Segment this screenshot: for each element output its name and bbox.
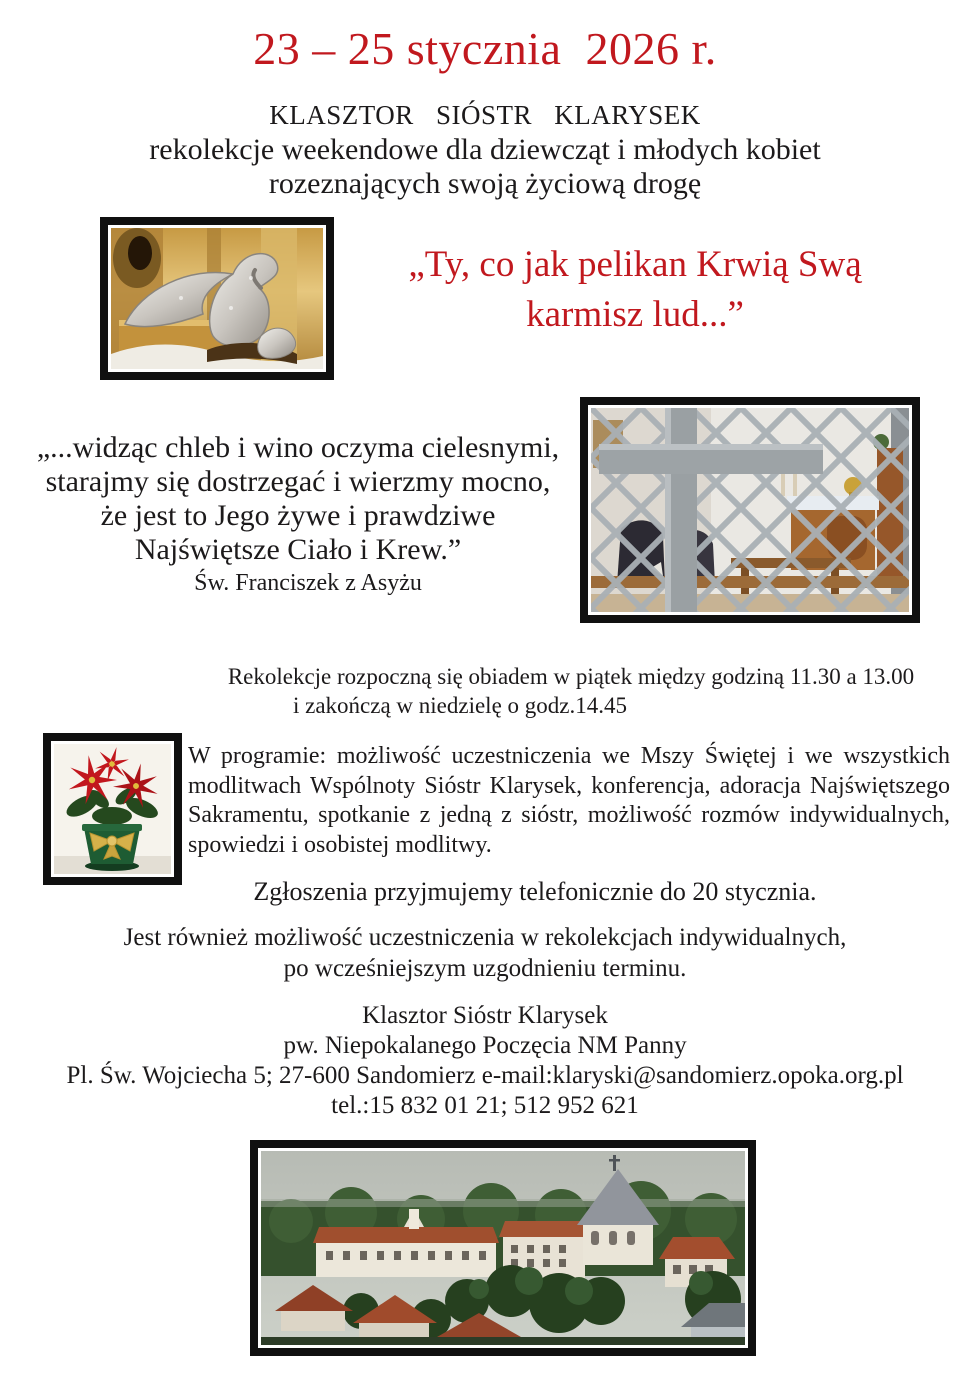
francis-quote-line: starajmy się dostrzegać i wierzmy mocno, bbox=[45, 465, 551, 498]
individual-note-line2: po wcześniejszym uzgodnieniu terminu. bbox=[283, 955, 687, 982]
organization-name: KLASZTOR SIÓSTR KLARYSEK bbox=[269, 100, 701, 130]
signup-note: Zgłoszenia przyjmujemy telefonicznie do 20 stycznia. bbox=[253, 877, 817, 906]
pelican-photo-frame bbox=[100, 217, 334, 380]
program-line: spowiedzi i osobistej modlitwy. bbox=[188, 831, 492, 858]
francis-quote-line: że jest to Jego żywe i prawdziwe bbox=[100, 499, 496, 532]
poinsettia-photo-frame bbox=[43, 733, 182, 885]
pelican-quote-line1: „Ty, co jak pelikan Krwią Swą bbox=[408, 244, 862, 285]
contact-dedication: pw. Niepokalanego Poczęcia NM Panny bbox=[283, 1032, 687, 1059]
poinsettia-photo bbox=[54, 744, 171, 874]
pelican-sculpture-photo bbox=[111, 228, 323, 369]
francis-attribution: Św. Franciszek z Asyżu bbox=[194, 570, 422, 596]
individual-retreat-note bbox=[5, 922, 965, 984]
date-title: 23 – 25 stycznia 2026 r. bbox=[253, 23, 717, 74]
subtitle-line1: rekolekcje weekendowe dla dziewcząt i młodych kobiet bbox=[149, 133, 821, 166]
francis-quote-line: „...widząc chleb i wino oczyma cielesnymi, bbox=[36, 431, 560, 464]
program-line: Sakramentu, spotkanie z jedną z sióstr, możliwość rozmów indywidualnych, bbox=[188, 802, 950, 828]
contact-name: Klasztor Sióstr Klarysek bbox=[362, 1002, 608, 1029]
schedule-line1: Rekolekcje rozpoczną się obiadem w piątek między godziną 11.30 a 13.00 bbox=[227, 664, 915, 689]
contact-address-email: Pl. Św. Wojciecha 5; 27-600 Sandomierz e-mail:klaryski@sandomierz.opoka.org.pl bbox=[66, 1062, 904, 1089]
schedule-line2: i zakończą w niedzielę o godz.14.45 bbox=[292, 693, 627, 718]
francis-quote bbox=[22, 431, 574, 567]
subtitle-line2: rozeznających swoją życiową drogę bbox=[268, 167, 702, 200]
individual-note-line1: Jest również możliwość uczestniczenia w rekolekcjach indywidualnych, bbox=[123, 924, 847, 951]
contact-phone: tel.:15 832 01 21; 512 952 621 bbox=[331, 1092, 639, 1119]
grille-cross-photo-frame bbox=[580, 397, 920, 623]
program-line: W programie: możliwość uczestniczenia we Mszy Świętej i we wszystkich bbox=[188, 743, 950, 769]
monastery-photo-frame bbox=[250, 1140, 756, 1356]
monastery-aerial-photo bbox=[261, 1151, 745, 1345]
program-paragraph bbox=[188, 742, 950, 860]
chapel-grille-cross-photo bbox=[591, 408, 909, 612]
program-line: modlitwach Wspólnoty Sióstr Klarysek, konferencja, adoracja Najświętszego bbox=[188, 772, 950, 799]
pelican-quote-line2: karmisz lud...” bbox=[526, 294, 744, 335]
pelican-quote bbox=[345, 240, 925, 340]
francis-quote-line: Najświętsze Ciało i Krew.” bbox=[134, 533, 462, 566]
contact-block bbox=[0, 1001, 970, 1121]
